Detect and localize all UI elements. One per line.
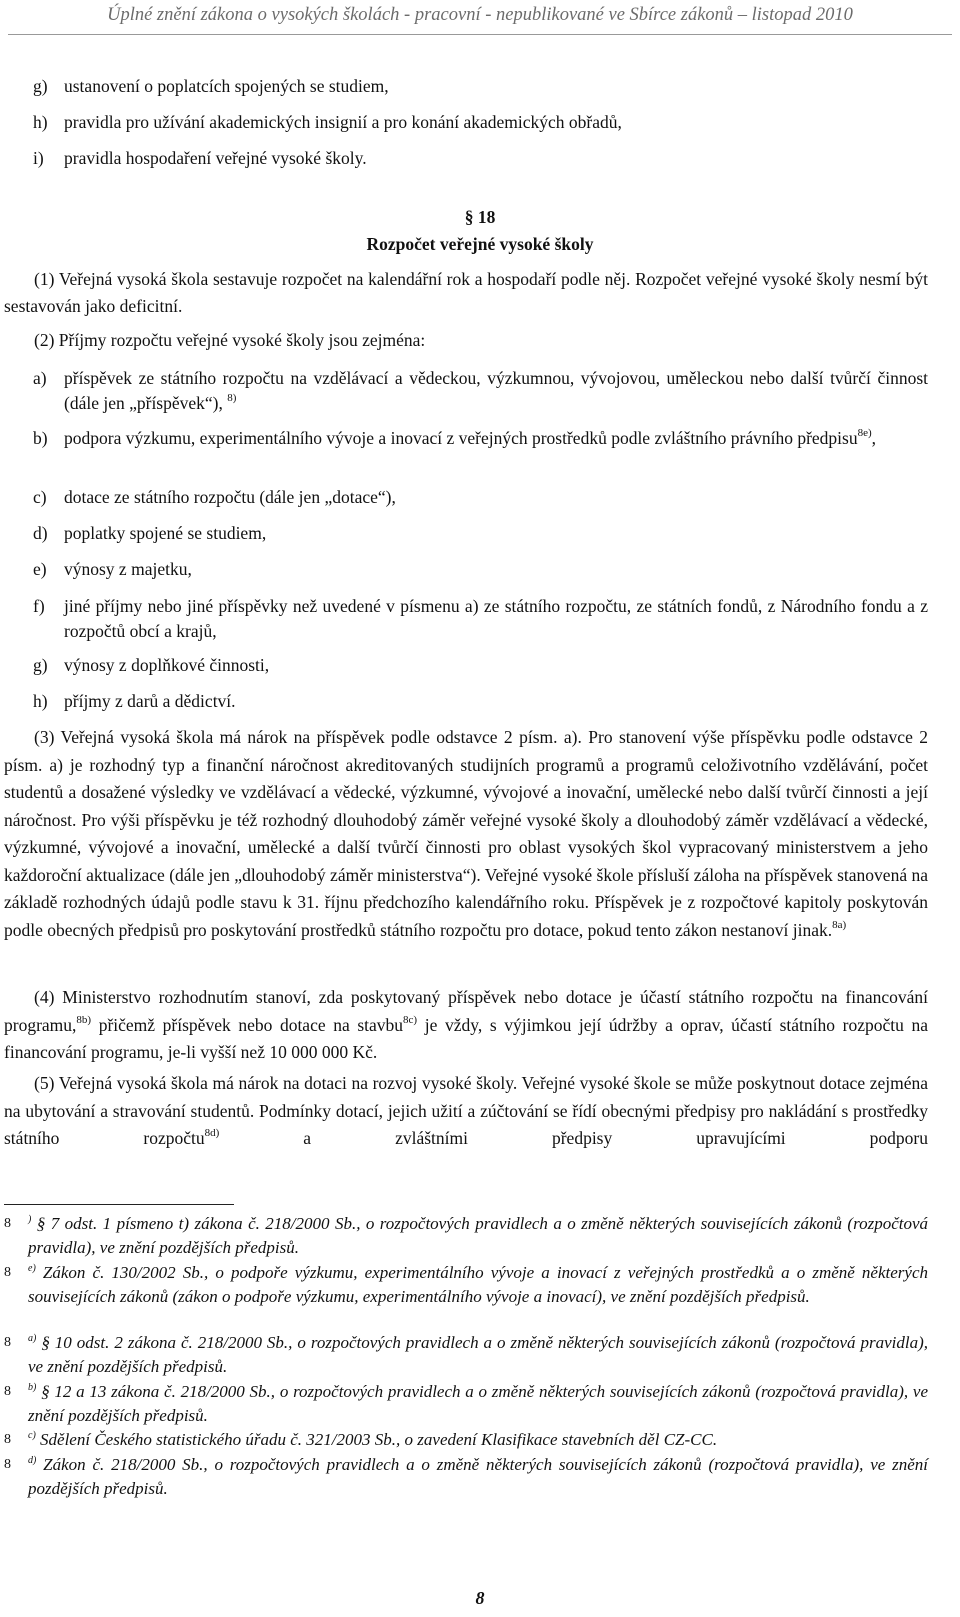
footnote-text: Sdělení Českého statistického úřadu č. 321/2003 Sb., o zavedení Klasifikace stavebních děl CZ-CC. xyxy=(40,1430,718,1449)
footnote-body xyxy=(28,1212,928,1259)
paragraph-4-part3: je vždy, s výjimkou její údržby a oprav, účastí státního rozpočtu na financování programu, je-li vyšší než 10 000 000 Kč. xyxy=(4,1014,928,1062)
list-marker: b) xyxy=(33,428,48,448)
footnote-body xyxy=(28,1428,928,1452)
footnote-mark: d) xyxy=(28,1455,37,1466)
income-a-text: příspěvek ze státního rozpočtu na vzdělávací a vědeckou, výzkumnou, vývojovou, uměleckou nebo další tvůrčí činnost (dále jen „příspěvek“), xyxy=(64,368,928,413)
footnote-ref: 8a) xyxy=(832,918,847,931)
footnote xyxy=(4,1453,928,1500)
paragraph-1: (1) Veřejná vysoká škola sestavuje rozpočet na kalendářní rok a hospodaří podle něj. Rozpočet veřejné vysoké školy nesmí být sestavován jako deficitní. xyxy=(4,269,928,316)
list-marker: a) xyxy=(33,368,47,388)
paragraph-4-part1: (4) Ministerstvo rozhodnutím stanoví, zda poskytovaný příspěvek nebo dotace je účastí státního rozpočtu na financování programu, xyxy=(4,987,928,1035)
list-item-g-prev xyxy=(33,73,928,100)
footnote-number: 8 xyxy=(4,1335,11,1350)
income-item-f xyxy=(33,594,928,644)
footnote-body xyxy=(28,1261,928,1308)
footnote-number: 8 xyxy=(4,1457,11,1472)
section-number: § 18 xyxy=(464,207,496,227)
list-marker: h) xyxy=(33,112,48,132)
income-item-h xyxy=(33,688,928,715)
footnote-mark: a) xyxy=(28,1333,37,1344)
income-b-tail: , xyxy=(871,428,877,448)
list-item-h-prev xyxy=(33,109,928,136)
running-header: Úplné znění zákona o vysokých školách - pracovní - nepublikované ve Sbírce zákonů – listopad 2010 xyxy=(107,5,853,25)
list-item-text xyxy=(64,366,928,416)
income-item-c xyxy=(33,484,928,511)
list-marker: e) xyxy=(33,559,47,579)
list-item-text xyxy=(64,426,928,451)
list-marker: d) xyxy=(33,523,48,543)
footnote-mark: ) xyxy=(28,1214,32,1225)
footnote-body xyxy=(28,1453,928,1500)
footnote-body xyxy=(28,1380,928,1427)
footnote-body xyxy=(28,1331,928,1378)
paragraph-3-text: (3) Veřejná vysoká škola má nárok na příspěvek podle odstavce 2 písm. a). Pro stanovení výše příspěvku podle odstavce 2 písm. a) je rozhodný typ a finanční náročnost akreditovaných studijních programů a programů celoživotního vzdělávání, počet studentů a dosažené výsledky ve vzdělávací a vědecké, výzkumné, vývojové a inovační, umělecké nebo další tvůrčí činnosti a její náročnost. Pro výši příspěvku je též rozhodný dlouhodobý záměr veřejné vysoké školy a dlouhodobý záměr vzdělávací a vědecké, výzkumné, vývojové a inovační, umělecké a další tvůrčí činnosti pro oblast vysokých škol vypracovaný ministerstvem a jeho každoroční aktualizace (dále jen „dlouhodobý záměr ministerstva“). Veřejné vysoké škole přísluší záloha na příspěvek stanovená na základě rozhodných údajů podle stavu k 31. říjnu předchozího kalendářního roku. Příspěvek je z rozpočtové kapitoly poskytován podle obecných předpisů pro poskytování prostředků státního rozpočtu pro dotace, pokud tento zákon nestanoví jinak. xyxy=(4,727,928,940)
header-rule xyxy=(8,34,952,35)
footnote-number: 8 xyxy=(4,1216,11,1231)
footnote xyxy=(4,1380,928,1427)
footnote-separator xyxy=(4,1204,234,1205)
footnote-text: Zákon č. 218/2000 Sb., o rozpočtových pravidlech a o změně některých souvisejících zákonů (rozpočtová pravidla), ve znění pozdějších předpisů. xyxy=(28,1455,929,1498)
list-item-text: výnosy z doplňkové činnosti, xyxy=(64,655,270,675)
footnote-mark: b) xyxy=(28,1382,37,1393)
income-item-e xyxy=(33,556,928,583)
footnote-ref: 8c) xyxy=(403,1013,418,1026)
footnote-text: § 10 odst. 2 zákona č. 218/2000 Sb., o rozpočtových pravidlech a o změně některých souvisejících zákonů (rozpočtová pravidla), ve znění pozdějších předpisů. xyxy=(28,1333,928,1376)
income-item-g xyxy=(33,652,928,679)
paragraph-5-part1: (5) Veřejná vysoká škola má nárok na dotaci na rozvoj vysoké školy. Veřejné vysoké škole se může poskytnout dotace zejména na ubytování a stravování studentů. Podmínky dotací, jejich užití a zúčtování se řídí obecnými předpisy pro nakládání s prostředky státního rozpočtu xyxy=(4,1073,928,1148)
list-marker: h) xyxy=(33,691,48,711)
list-marker: g) xyxy=(33,76,48,96)
list-item-text: pravidla hospodaření veřejné vysoké školy. xyxy=(64,148,367,168)
footnote-number: 8 xyxy=(4,1265,11,1280)
footnote-ref: 8) xyxy=(227,392,237,404)
list-marker: g) xyxy=(33,655,48,675)
footnote xyxy=(4,1212,928,1259)
footnote xyxy=(4,1331,928,1378)
list-item-text: výnosy z majetku, xyxy=(64,559,192,579)
list-item-text: příjmy z darů a dědictví. xyxy=(64,691,236,711)
section-title: Rozpočet veřejné vysoké školy xyxy=(366,234,594,254)
paragraph-4-part2: přičemž příspěvek nebo dotace na stavbu xyxy=(91,1014,404,1035)
paragraph-4 xyxy=(4,984,928,1067)
footnote-ref: 8d) xyxy=(204,1127,220,1139)
paragraph-5 xyxy=(4,1070,928,1153)
income-b-text: podpora výzkumu, experimentálního vývoje a inovací z veřejných prostředků podle zvláštního právního předpisu xyxy=(64,428,858,448)
income-item-b xyxy=(33,426,928,451)
paragraph-3 xyxy=(4,724,928,944)
footnote-ref: 8e) xyxy=(857,427,872,439)
footnote-mark: e) xyxy=(28,1263,36,1274)
income-item-a xyxy=(33,366,928,416)
list-marker: f) xyxy=(33,596,45,616)
list-item-text: ustanovení o poplatcích spojených se studiem, xyxy=(64,76,389,96)
list-item-text: dotace ze státního rozpočtu (dále jen „dotace“), xyxy=(64,487,396,507)
list-marker: c) xyxy=(33,487,47,507)
footnote-text: § 7 odst. 1 písmeno t) zákona č. 218/2000 Sb., o rozpočtových pravidlech a o změně některých souvisejících zákonů (rozpočtová pravidla), ve znění pozdějších předpisů. xyxy=(28,1214,929,1257)
paragraph-2: (2) Příjmy rozpočtu veřejné vysoké školy jsou zejména: xyxy=(34,330,426,350)
list-item-text: poplatky spojené se studiem, xyxy=(64,523,267,543)
footnote-ref: 8b) xyxy=(76,1013,92,1026)
income-item-d xyxy=(33,520,928,547)
footnote-number: 8 xyxy=(4,1432,11,1447)
page-number: 8 xyxy=(475,1588,485,1608)
footnote-mark: c) xyxy=(28,1430,36,1441)
footnote-number: 8 xyxy=(4,1384,11,1399)
list-item-text: pravidla pro užívání akademických insignií a pro konání akademických obřadů, xyxy=(64,112,622,132)
paragraph-5-part2: a zvláštními předpisy upravujícími podporu xyxy=(219,1128,928,1148)
list-item-i-prev xyxy=(33,145,928,172)
list-marker: i) xyxy=(33,148,44,168)
footnote-text: § 12 a 13 zákona č. 218/2000 Sb., o rozpočtových pravidlech a o změně některých souvisejících zákonů (rozpočtová pravidla), ve znění pozdějších předpisů. xyxy=(28,1382,929,1425)
footnote xyxy=(4,1261,928,1308)
footnote-text: Zákon č. 130/2002 Sb., o podpoře výzkumu, experimentálního vývoje a inovací z veřejných prostředků a o změně některých souvisejících zákonů (zákon o podpoře výzkumu, experimentálního vývoje a inovací), ve znění pozdějších předpisů. xyxy=(28,1263,928,1306)
list-item-text: jiné příjmy nebo jiné příspěvky než uvedené v písmenu a) ze státního rozpočtu, ze státních fondů, z Národního fondu a z rozpočtů obcí a krajů, xyxy=(64,596,928,641)
footnote xyxy=(4,1428,928,1452)
